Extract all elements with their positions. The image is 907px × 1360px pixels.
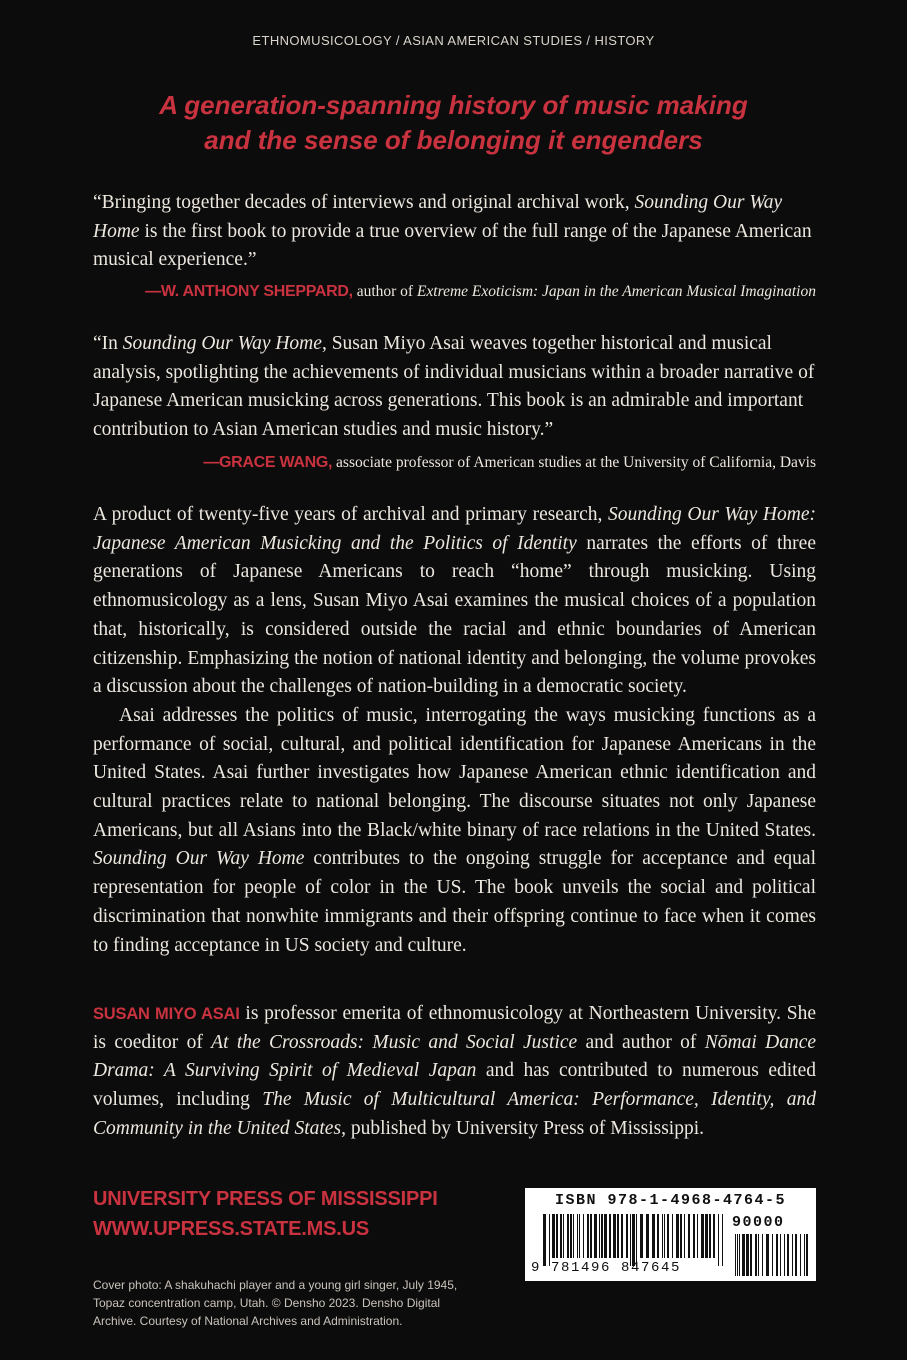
barcode-bar bbox=[758, 1234, 759, 1276]
blurb-quote-1 bbox=[93, 189, 816, 275]
barcode-bar bbox=[667, 1214, 669, 1258]
barcode-bar bbox=[579, 1214, 580, 1258]
bio-book-title: The Music of Multicultural America: Performance, Identity, and Community in the United States bbox=[93, 1089, 816, 1139]
publisher-url[interactable]: WWW.UPRESS.STATE.MS.US bbox=[93, 1218, 369, 1240]
barcode-bar bbox=[676, 1214, 679, 1258]
barcode-bar bbox=[746, 1234, 749, 1276]
bio-text: and author of bbox=[577, 1031, 705, 1053]
description-text: Asai addresses the politics of music, interrogating the ways musicking functions as a performance of social, cultural, and political identification for Japanese Americans in the United States. Asai further investigates how Japanese American ethnic identification and cultural practices relate to national belonging. The discourse situates not only Japanese Americans, but all Asians into the Black/white binary of race relations in the United States. bbox=[93, 704, 816, 841]
cover-photo-credit: Cover photo: A shakuhachi player and a young girl singer, July 1945, Topaz concentration camp, Utah. © Densho 2023. Densho Digital Archive. Courtesy of National Archives and Administration. bbox=[93, 1278, 458, 1328]
book-title: Sounding Our Way Home bbox=[122, 333, 322, 354]
barcode-bar bbox=[636, 1214, 637, 1266]
blurb-author-name: —W. ANTHONY SHEPPARD, bbox=[145, 283, 353, 300]
barcode-bar bbox=[776, 1234, 778, 1276]
barcode-bar bbox=[806, 1234, 808, 1276]
barcode-bar bbox=[697, 1214, 698, 1258]
blurb-quote-2 bbox=[93, 330, 816, 444]
description-text: contributes to the ongoing struggle for acceptance and equal representation for people of color in the US. The book unveils the social and political discrimination that nonwhite immigrants and their offspring continue to face when it comes to finding acceptance in US society and culture. bbox=[93, 848, 816, 956]
barcode-bar bbox=[737, 1234, 738, 1276]
publisher-block bbox=[93, 1184, 438, 1244]
barcode-bar bbox=[583, 1214, 584, 1258]
book-full-title: Sounding Our Way Home: Japanese American Musicking and the Politics of Identity bbox=[93, 504, 816, 554]
author-description: associate professor of American studies at the University of California, Davis bbox=[332, 454, 816, 471]
bio-text: is professor emerita of ethnomusicology at Northeastern University. She is coeditor of bbox=[93, 1003, 817, 1053]
subject-categories: ETHNOMUSICOLOGY / ASIAN AMERICAN STUDIES / HISTORY bbox=[252, 33, 655, 48]
barcode-bar bbox=[552, 1214, 555, 1258]
description-paragraph-1 bbox=[93, 501, 816, 702]
barcode-bar bbox=[556, 1214, 558, 1258]
barcode-bar bbox=[713, 1214, 715, 1258]
barcode-bar bbox=[800, 1234, 801, 1276]
quote-text: “In bbox=[93, 333, 123, 354]
barcode-bar bbox=[766, 1234, 769, 1276]
barcode-bar bbox=[680, 1214, 682, 1258]
barcode-bar bbox=[570, 1214, 572, 1258]
tagline bbox=[60, 88, 847, 158]
isbn-number: ISBN 978-1-4968-4764-5 bbox=[554, 1192, 787, 1209]
ean-digits: 9 781496 847645 bbox=[531, 1260, 682, 1276]
barcode-bar bbox=[657, 1214, 659, 1258]
barcode-bar bbox=[563, 1214, 564, 1258]
bio-text: , published by University Press of Mississippi. bbox=[341, 1117, 704, 1139]
author-name: SUSAN MIYO ASAI bbox=[93, 1005, 240, 1023]
barcode-bar bbox=[755, 1234, 757, 1276]
bio-book-title: At the Crossroads: Music and Social Justice bbox=[211, 1031, 578, 1053]
barcode-bar bbox=[609, 1214, 611, 1258]
barcode-bar bbox=[621, 1214, 623, 1258]
barcode-bar bbox=[587, 1214, 589, 1258]
barcode-bar bbox=[640, 1214, 643, 1258]
barcode-bar bbox=[784, 1234, 785, 1276]
barcode-bar bbox=[594, 1214, 597, 1258]
barcode-bar bbox=[626, 1214, 628, 1258]
publisher-name: UNIVERSITY PRESS OF MISSISSIPPI bbox=[93, 1188, 438, 1210]
barcode-bar bbox=[742, 1234, 745, 1276]
author-description: author of bbox=[352, 283, 417, 300]
barcode-bar bbox=[646, 1214, 649, 1258]
barcode-bar bbox=[780, 1234, 781, 1276]
blurb-author-name: —GRACE WANG, bbox=[203, 454, 333, 471]
barcode-bar bbox=[549, 1214, 550, 1266]
barcode-bar bbox=[543, 1214, 546, 1266]
author-bio bbox=[93, 1000, 816, 1144]
blurb-attribution-1 bbox=[93, 281, 816, 303]
book-title: Sounding Our Way Home bbox=[93, 192, 783, 242]
barcode-bar bbox=[762, 1234, 763, 1276]
barcode-bar bbox=[684, 1214, 685, 1258]
barcode-bar bbox=[787, 1234, 789, 1276]
barcode-bar bbox=[664, 1214, 665, 1258]
book-description bbox=[93, 501, 816, 960]
description-text: narrates the efforts of three generations of Japanese Americans to reach “home” through musicking. Using ethnomusicology as a lens, Susan Miyo Asai examines the musical choices of a population that, historically, is considered outside the racial and ethnic boundaries of American citizenship. Emphasizing the notion of national identity and belonging, the volume provokes a discussion about the challenges of nation-building in a democratic society. bbox=[93, 532, 816, 698]
barcode-bar bbox=[560, 1214, 562, 1258]
description-text: A product of twenty-five years of archival and primary research, bbox=[93, 504, 609, 525]
quote-text: , Susan Miyo Asai weaves together historical and musical analysis, spotlighting the achievements of individual musicians within a broader narrative of Japanese American musicking across generations. This book is an admirable and important contribution to Asian American studies and music history.” bbox=[93, 333, 815, 440]
barcode-bar bbox=[688, 1214, 690, 1258]
barcode-bar bbox=[672, 1214, 673, 1258]
author-book-title: Extreme Exoticism: Japan in the American Musical Imagination bbox=[416, 283, 816, 300]
blurb-attribution-2 bbox=[93, 452, 816, 474]
barcode-bar bbox=[722, 1214, 723, 1266]
isbn-barcode bbox=[525, 1188, 816, 1281]
bio-book-title: Nōmai Dance Drama: A Surviving Spirit of Medieval Japan bbox=[93, 1031, 817, 1082]
barcode-bar bbox=[750, 1234, 752, 1276]
barcode-bar bbox=[613, 1214, 616, 1258]
barcode-bar bbox=[701, 1214, 704, 1258]
barcode-bar bbox=[601, 1214, 603, 1258]
barcode-bar bbox=[693, 1214, 695, 1258]
barcode-bar bbox=[573, 1214, 574, 1258]
price-code: 90000 bbox=[732, 1214, 785, 1231]
barcode-bar bbox=[652, 1214, 655, 1258]
tagline-line-1: A generation-spanning history of music making bbox=[159, 90, 748, 120]
barcode-bar bbox=[709, 1214, 711, 1258]
book-title: Sounding Our Way Home bbox=[93, 848, 305, 870]
barcode-bar bbox=[662, 1214, 663, 1258]
barcode-bar bbox=[792, 1234, 793, 1276]
barcode-bar bbox=[739, 1234, 740, 1276]
barcode-bar bbox=[617, 1214, 619, 1258]
barcode-bar bbox=[772, 1234, 773, 1276]
barcode-bar bbox=[604, 1214, 607, 1258]
barcode-bar bbox=[630, 1214, 631, 1266]
quote-text: is the first book to provide a true overview of the full range of the Japanese American musical experience.” bbox=[93, 220, 812, 270]
bio-text: and has contributed to numerous edited volumes, including bbox=[93, 1060, 816, 1111]
barcode-bar bbox=[735, 1234, 736, 1276]
barcode-bar bbox=[705, 1214, 708, 1258]
barcode-bar bbox=[804, 1234, 805, 1276]
quote-text: “Bringing together decades of interviews and original archival work, bbox=[93, 192, 635, 213]
barcode-bar bbox=[599, 1214, 600, 1258]
barcode-bar bbox=[632, 1214, 635, 1266]
description-paragraph-2 bbox=[93, 702, 816, 960]
barcode-bar bbox=[567, 1214, 569, 1258]
barcode-bar bbox=[577, 1214, 578, 1258]
barcode-bar bbox=[795, 1234, 797, 1276]
barcode-bar bbox=[590, 1214, 592, 1258]
barcode-bar bbox=[718, 1214, 719, 1266]
tagline-line-2: and the sense of belonging it engenders bbox=[204, 125, 703, 155]
